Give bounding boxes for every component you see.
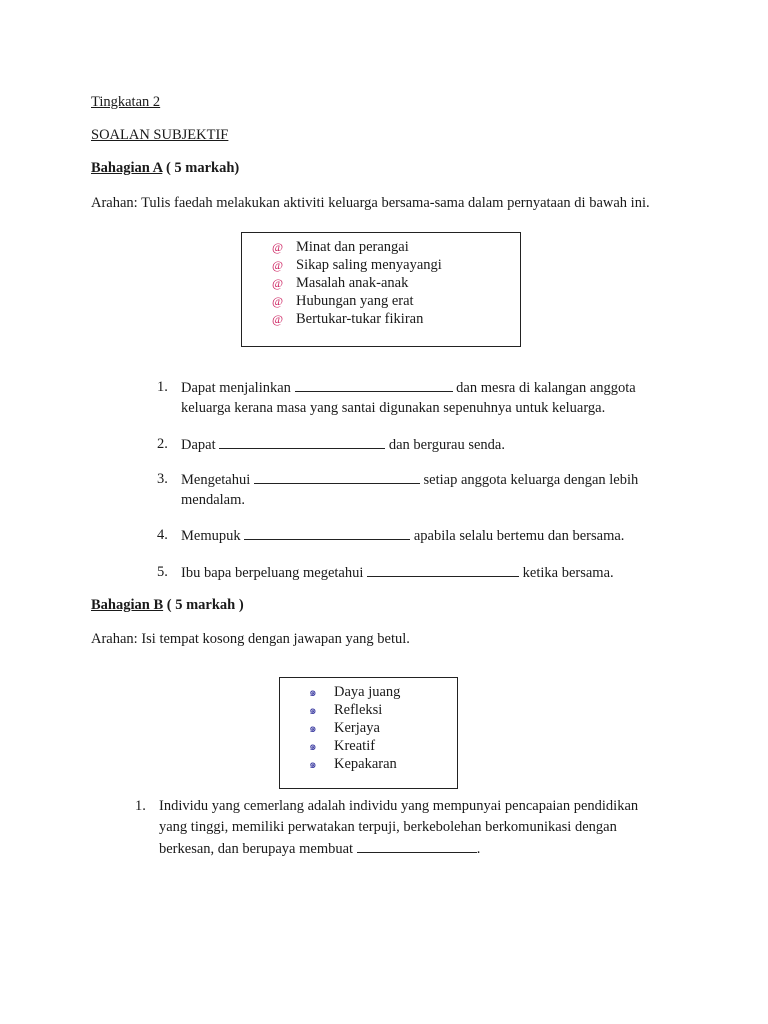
spiral-bullet-icon: ๑: [309, 739, 317, 753]
list-item: ๑ Daya juang: [309, 684, 401, 700]
section-a-answer-box: [241, 232, 521, 347]
list-item: ๑ Kreatif: [309, 738, 376, 754]
list-item: @ Bertukar-tukar fikiran: [272, 311, 424, 327]
section-b-option-list: [309, 683, 449, 773]
spiral-at-icon: @: [272, 276, 284, 290]
section-a-marks: ( 5 markah): [165, 160, 240, 176]
section-a-question-3: 3. Mengetahui setiap anggota keluarga dengan lebih mendalam.: [157, 471, 639, 508]
section-b-answer-box: [279, 677, 458, 789]
section-b-marks: ( 5 markah ): [166, 597, 244, 613]
section-b-heading: [91, 597, 244, 614]
list-item: @ Masalah anak-anak: [272, 275, 409, 291]
section-a-title: Bahagian A: [91, 160, 163, 176]
spiral-at-icon: @: [272, 312, 284, 326]
section-a-instruction: Arahan: Tulis faedah melakukan aktiviti keluarga bersama-sama dalam pernyataan di bawah ini.: [91, 195, 650, 211]
list-item: @ Hubungan yang erat: [272, 293, 414, 309]
subjective-heading: SOALAN SUBJEKTIF: [91, 127, 229, 143]
spiral-bullet-icon: ๑: [309, 703, 317, 717]
spiral-at-icon: @: [272, 240, 284, 254]
section-a-heading: [91, 160, 239, 177]
section-a-question-4: 4. Memupuk apabila selalu bertemu dan bersama.: [157, 527, 625, 544]
section-b-instruction: Arahan: Isi tempat kosong dengan jawapan yang betul.: [91, 631, 410, 647]
list-item: @ Sikap saling menyayangi: [272, 257, 442, 273]
spiral-bullet-icon: ๑: [309, 685, 317, 699]
list-item: ๑ Kepakaran: [309, 756, 397, 772]
answer-blank[interactable]: [357, 838, 477, 853]
list-item: ๑ Kerjaya: [309, 720, 380, 736]
spiral-at-icon: @: [272, 294, 284, 308]
section-b-title: Bahagian B: [91, 597, 164, 613]
answer-blank[interactable]: [367, 562, 519, 577]
list-item: @ Minat dan perangai: [272, 239, 409, 255]
section-a-question-1: 1. Dapat menjalinkan dan mesra di kalangan anggota keluarga kerana masa yang santai digunakan sepenuhnya untuk keluarga.: [157, 379, 636, 416]
spiral-bullet-icon: ๑: [309, 757, 317, 771]
grade-label: Tingkatan 2: [91, 94, 161, 110]
spiral-bullet-icon: ๑: [309, 721, 317, 735]
list-item: ๑ Refleksi: [309, 702, 383, 718]
section-b-question-1: 1. Individu yang cemerlang adalah individu yang mempunyai pencapaian pendidikan yang tinggi, memiliki perwatakan terpuji, berkebolehan berkomunikasi dengan berkesan, dan berupaya membuat .: [135, 798, 639, 857]
answer-blank[interactable]: [295, 377, 453, 392]
answer-blank[interactable]: [219, 434, 385, 449]
answer-blank[interactable]: [244, 525, 410, 540]
section-a-option-list: [272, 238, 512, 328]
answer-blank[interactable]: [254, 469, 420, 484]
section-a-question-2: 2. Dapat dan bergurau senda.: [157, 436, 505, 453]
spiral-at-icon: @: [272, 258, 284, 272]
section-a-question-5: 5. Ibu bapa berpeluang megetahui ketika bersama.: [157, 564, 614, 581]
